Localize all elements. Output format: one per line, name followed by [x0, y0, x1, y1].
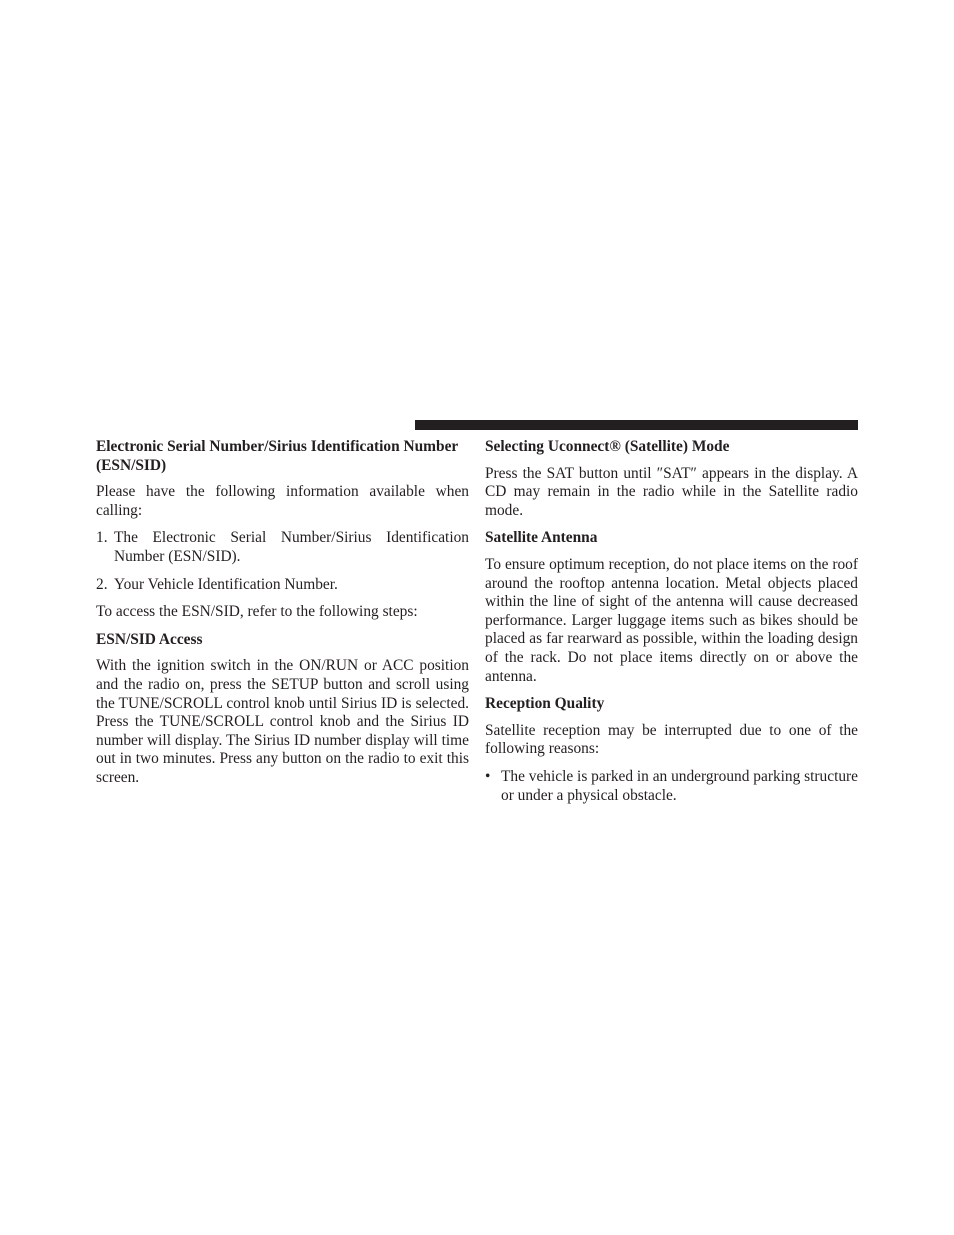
list-item-text: The vehicle is parked in an underground parking structure or under a physical obstacle.	[501, 767, 859, 804]
list-number: 2.	[96, 575, 108, 593]
quality-body-paragraph: Satellite reception may be interrupted due to one of the following reasons:	[485, 721, 858, 758]
info-list	[96, 529, 469, 594]
access-intro-paragraph: To access the ESN/SID, refer to the following steps:	[96, 603, 418, 621]
reception-quality-heading: Reception Quality	[485, 695, 605, 713]
antenna-body-paragraph: To ensure optimum reception, do not place items on the roof around the rooftop antenna location. Metal objects placed within the line of sight of the antenna will cause decreased performance. Larger luggage items such as bikes should be placed as far rearward as possible, within the loading design of the rack. Do not place items directly on or above the antenna.	[485, 555, 858, 685]
right-column	[485, 438, 858, 805]
list-item	[96, 529, 469, 566]
list-number: 1.	[96, 529, 108, 547]
esn-sid-access-heading: ESN/SID Access	[96, 630, 203, 648]
list-item-text: Your Vehicle Identification Number.	[114, 575, 338, 593]
left-column	[96, 438, 469, 797]
bullet-icon: •	[485, 767, 491, 785]
uconnect-mode-heading: Selecting Uconnect® (Satellite) Mode	[485, 438, 730, 455]
intro-paragraph: Please have the following information available when calling:	[96, 483, 469, 519]
satellite-antenna-heading: Satellite Antenna	[485, 529, 598, 547]
reasons-list	[485, 768, 858, 805]
list-item	[96, 576, 469, 595]
section-header-bar	[415, 420, 858, 430]
mode-body-paragraph: Press the SAT button until ″SAT″ appears in the display. A CD may remain in the radio while in the Satellite radio mode.	[485, 464, 858, 519]
esn-sid-heading: Electronic Serial Number/Sirius Identification Number (ESN/SID)	[96, 438, 458, 474]
list-item	[485, 768, 858, 805]
list-item-text: The Electronic Serial Number/Sirius Identification Number (ESN/SID).	[114, 529, 469, 565]
access-body-paragraph: With the ignition switch in the ON/RUN or ACC position and the radio on, press the SETUP button and scroll using the TUNE/SCROLL control knob until Sirius ID is selected. Press the TUNE/SCROLL control knob and the Sirius ID number will display. The Sirius ID number display will time out in two minutes. Press any button on the radio to exit this screen.	[96, 657, 469, 786]
